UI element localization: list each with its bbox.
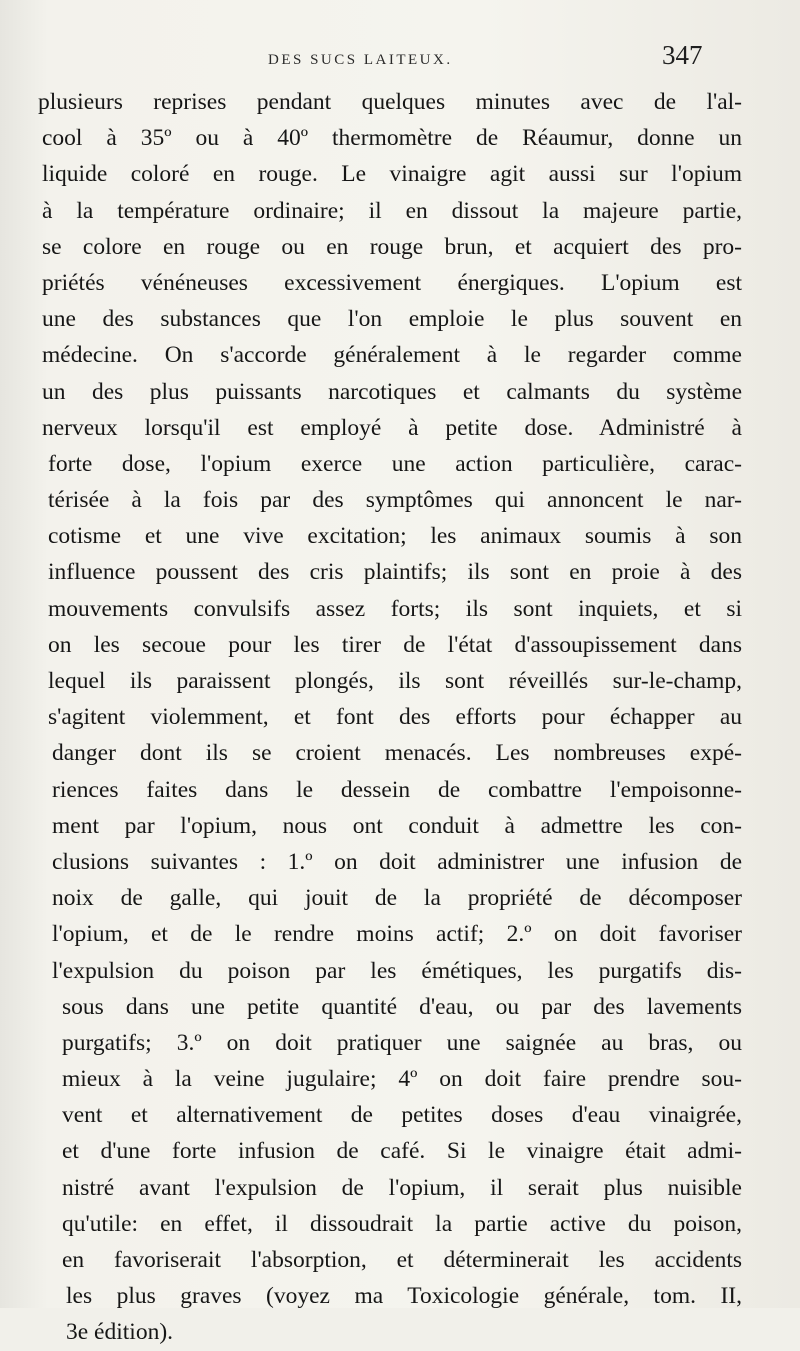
text-line: mieux à la veine jugulaire; 4º on doit faire prendre sou- (62, 1066, 742, 1093)
body-text (38, 84, 742, 1351)
text-line: danger dont ils se croient menacés. Les nombreuses expé- (52, 740, 742, 767)
text-line: lequel ils paraissent plongés, ils sont réveillés sur-le-champ, (48, 668, 742, 694)
text-line: médecine. On s'accorde généralement à le regarder comme (42, 342, 742, 369)
text-line: cool à 35º ou à 40º thermomètre de Réaumur, donne un (42, 125, 742, 152)
text-line: l'expulsion du poison par les émétiques, les purgatifs dis- (52, 957, 742, 984)
text-line: et d'une forte infusion de café. Si le vinaigre était admi- (62, 1138, 742, 1165)
page-number: 347 (662, 40, 703, 70)
text-line: riences faites dans le dessein de combattre l'empoisonne- (52, 776, 742, 803)
text-line: forte dose, l'opium exerce une action particulière, carac- (48, 450, 742, 477)
text-line: plusieurs reprises pendant quelques minutes avec de l'al- (38, 89, 742, 115)
text-line: se colore en rouge ou en rouge brun, et acquiert des pro- (42, 233, 742, 260)
text-line: un des plus puissants narcotiques et calmants du système (42, 378, 742, 405)
text-line: clusions suivantes : 1.º on doit administrer une infusion de (52, 848, 742, 875)
text-line: cotisme et une vive excitation; les animaux soumis à son (48, 523, 742, 550)
text-line: mouvements convulsifs assez forts; ils sont inquiets, et si (48, 595, 742, 622)
text-line: purgatifs; 3.º on doit pratiquer une saignée au bras, ou (62, 1029, 742, 1056)
text-line: qu'utile: en effet, il dissoudrait la partie active du poison, (62, 1210, 742, 1237)
text-line: noix de galle, qui jouit de la propriété de décomposer (52, 885, 742, 912)
text-line: les plus graves (voyez ma Toxicologie générale, tom. II, (66, 1283, 742, 1310)
text-line: l'opium, et de le rendre moins actif; 2.º on doit favoriser (52, 921, 742, 948)
text-line: en favoriserait l'absorption, et déterminerait les accidents (62, 1247, 742, 1273)
text-line: nistré avant l'expulsion de l'opium, il serait plus nuisible (62, 1174, 742, 1201)
text-line: térisée à la fois par des symptômes qui annoncent le nar- (48, 487, 742, 514)
text-line: liquide coloré en rouge. Le vinaigre agit aussi sur l'opium (42, 161, 742, 188)
text-line: influence poussent des cris plaintifs; ils sont en proie à des (48, 559, 742, 586)
text-line: nerveux lorsqu'il est employé à petite dose. Administré à (42, 414, 742, 441)
text-line: s'agitent violemment, et font des efforts pour échapper au (48, 704, 742, 731)
text-line: vent et alternativement de petites doses d'eau vinaigrée, (62, 1102, 742, 1129)
text-line: on les secoue pour les tirer de l'état d'assoupissement dans (48, 631, 742, 658)
page-header (0, 40, 800, 84)
text-line: ment par l'opium, nous ont conduit à admettre les con- (52, 812, 742, 839)
text-line: priétés vénéneuses excessivement énergiques. L'opium est (42, 269, 742, 296)
text-line: à la température ordinaire; il en dissout la majeure partie, (42, 197, 742, 224)
text-line: 3e édition). (66, 1319, 174, 1346)
text-line: une des substances que l'on emploie le plus souvent en (42, 306, 742, 333)
text-line: sous dans une petite quantité d'eau, ou par des lavements (62, 993, 742, 1020)
running-head: DES SUCS LAITEUX. (268, 52, 453, 68)
